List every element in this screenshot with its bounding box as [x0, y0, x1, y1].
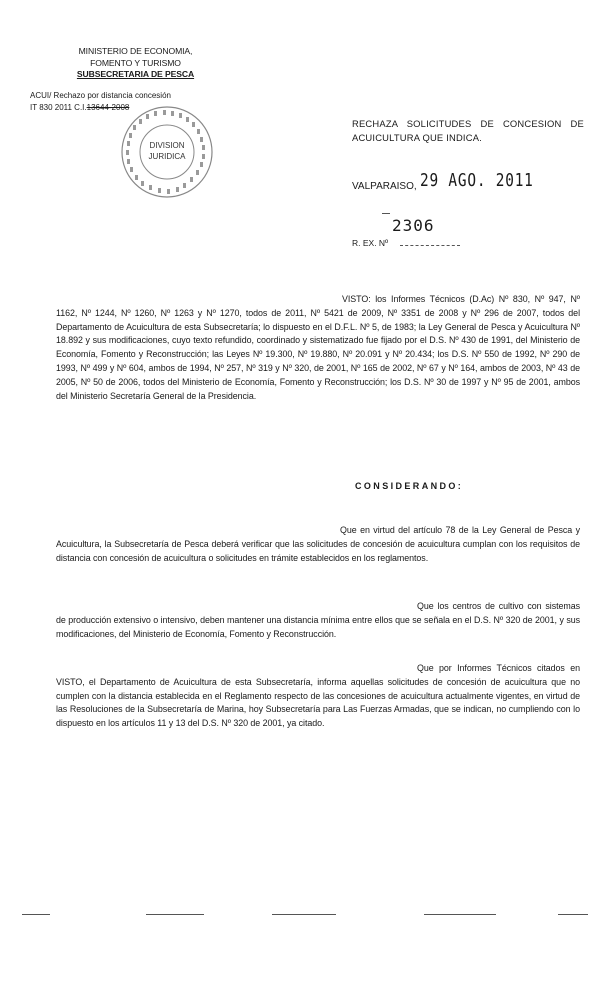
- divider: [400, 245, 460, 246]
- letterhead: [48, 46, 223, 81]
- reference-code: IT 830 2011 C.I.: [30, 103, 87, 112]
- considerando-paragraph-3: [56, 662, 580, 731]
- considerando-paragraph-2: [56, 600, 580, 641]
- visto-paragraph: [56, 293, 580, 403]
- seal-label-line-2: JURIDICA: [148, 152, 186, 161]
- reference-code-struck: 13644-2008: [86, 103, 130, 112]
- footer-line: [272, 914, 336, 915]
- resolution-label: R. EX. Nº: [352, 238, 389, 248]
- date-stamp: 29 AGO. 2011: [420, 170, 534, 191]
- footer-line: [424, 914, 496, 915]
- seal-label-line-1: DIVISION: [149, 141, 185, 150]
- considerando-heading: CONSIDERANDO:: [355, 481, 464, 491]
- paragraph-text: Que por Informes Técnicos citados en VISTO, el Departamento de Acuicultura de esta Subsecretaría, informa aquellas solicitudes de concesión de acuicultura que no cumplen con la distancia establecida en el Reglamento respecto de las concesiones de acuicultura actualmente vigentes, en virtud de las Resoluciones de la Subsecretaría de Marina, hoy Subsecretaría para Las Fuerzas Armadas, que se indican, no cumpliendo con lo dispuesto en los artículos 11 y 13 del D.S. Nº 320 de 2001, ya citado.: [56, 663, 580, 729]
- document-title: RECHAZA SOLICITUDES DE CONCESION DE ACUICULTURA QUE INDICA.: [352, 118, 584, 143]
- considerando-paragraph-1: [56, 524, 580, 565]
- resolution-number: 2306: [392, 216, 435, 235]
- footer-line: [558, 914, 588, 915]
- subsecretaria-label: SUBSECRETARIA DE PESCA: [76, 69, 195, 79]
- footer-line: [146, 914, 204, 915]
- reference-line-1: ACUI/ Rechazo por distancia concesión: [30, 91, 171, 100]
- reference-line-2: [30, 103, 129, 112]
- visto-text: los Informes Técnicos (D.Ac) Nº 830, Nº 947, Nº 1162, Nº 1244, Nº 1260, Nº 1263 y Nº 1270, todos de 2011, Nº 5421 de 2009, Nº 3351 de 2008 y Nº 296 de 2007, todos del Departamento de Acuicultura de esta Subsecretaría; lo dispuesto en el D.F.L. Nº 5, de 1983; la Ley General de Pesca y Acuicultura Nº 18.892 y sus modificaciones, cuyo texto refundido, coordinado y sistematizado fue fijado por el D.S. Nº 430 de 1991, del Ministerio de Economía, Fomento y Reconstrucción; las Leyes Nº 19.300, Nº 19.880, Nº 20.091 y Nº 20.434; los D.S. Nº 550 de 1992, Nº 290 de 1993, Nº 499 y Nº 604, ambos de 1994, Nº 257, Nº 319 y Nº 320, de 2001, Nº 165 de 2002, Nº 67 y Nº 164, ambos de 2003, Nº 43 de 2005, Nº 50 de 2006, todos del Ministerio de Economía, Fomento y Reconstrucción; los D.S. Nº 30 de 1997 y Nº 95 de 2001, ambos del Ministerio Secretaría General de la Presidencia.: [56, 294, 580, 401]
- footer-line: [22, 914, 50, 915]
- paragraph-text: Que en virtud del artículo 78 de la Ley General de Pesca y Acuicultura, la Subsecretaría de Pesca deberá verificar que las solicitudes de concesión de acuicultura cumplan con los requisitos de distancia con concesión de acuicultura o solicitudes en trámite establecidos en los reglamentos.: [56, 525, 580, 563]
- ministry-line-2: FOMENTO Y TURISMO: [90, 57, 181, 68]
- place-label: VALPARAISO,: [352, 181, 417, 192]
- paragraph-text: Que los centros de cultivo con sistemas de producción extensivo o intensivo, deben mantener una distancia mínima entre ellos que se señala en el D.S. Nº 320 de 2001, y sus modificaciones, del Ministerio de Economía, Fomento y Reconstrucción.: [56, 601, 580, 639]
- visto-lead: VISTO:: [342, 294, 371, 304]
- seal-label: [139, 140, 195, 162]
- ministry-line-1: MINISTERIO DE ECONOMIA,: [78, 46, 193, 56]
- divider: [382, 213, 390, 214]
